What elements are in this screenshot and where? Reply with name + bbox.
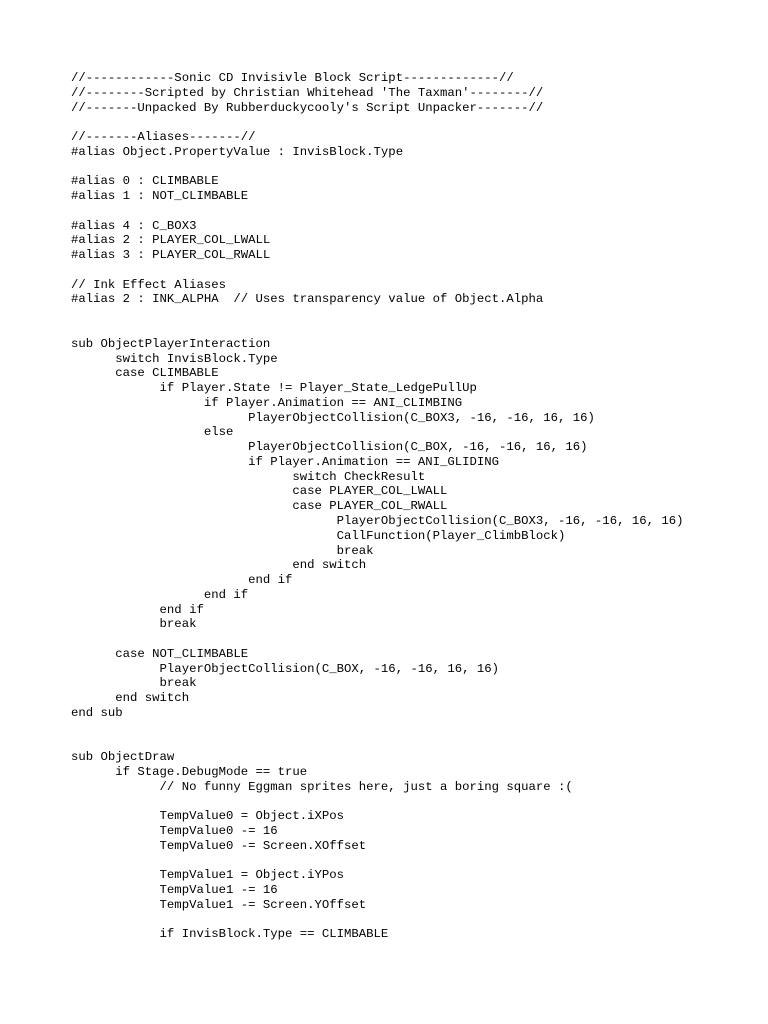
- code-line: case PLAYER_COL_RWALL: [71, 499, 448, 514]
- code-line: if Player.Animation == ANI_GLIDING: [71, 454, 500, 469]
- code-line: #alias 1 : NOT_CLIMBABLE: [71, 189, 249, 204]
- code-line: TempValue1 -= Screen.YOffset: [71, 897, 367, 912]
- code-line: if Stage.DebugMode == true: [71, 764, 308, 779]
- code-line: TempValue0 = Object.iXPos: [71, 809, 345, 824]
- code-line: //--------Scripted by Christian Whitehead 'The Taxman'--------//: [71, 85, 544, 100]
- code-line: [71, 160, 761, 175]
- code-line: end if: [71, 587, 249, 602]
- code-line: [71, 204, 761, 219]
- code-line: TempValue0 -= 16: [71, 824, 278, 839]
- code-line: case CLIMBABLE: [71, 366, 219, 381]
- code-line: #alias 0 : CLIMBABLE: [71, 174, 219, 189]
- code-line: #alias 3 : PLAYER_COL_RWALL: [71, 248, 271, 263]
- code-line: [71, 913, 761, 928]
- code-line: PlayerObjectCollision(C_BOX3, -16, -16, 16, 16): [71, 513, 684, 528]
- code-line: PlayerObjectCollision(C_BOX, -16, -16, 16, 16): [71, 440, 588, 455]
- code-line: switch InvisBlock.Type: [71, 351, 278, 366]
- code-line: [71, 115, 761, 130]
- code-line: sub ObjectDraw: [71, 750, 175, 765]
- code-line: else: [71, 425, 234, 440]
- code-line: PlayerObjectCollision(C_BOX3, -16, -16, 16, 16): [71, 410, 595, 425]
- code-line: TempValue1 -= 16: [71, 883, 278, 898]
- code-line: case PLAYER_COL_LWALL: [71, 484, 448, 499]
- code-line: end switch: [71, 558, 367, 573]
- code-line: // Ink Effect Aliases: [71, 277, 226, 292]
- code-line: sub ObjectPlayerInteraction: [71, 336, 271, 351]
- code-line: //-------Unpacked By Rubberduckycooly's Script Unpacker-------//: [71, 100, 544, 115]
- code-line: #alias 4 : C_BOX3: [71, 218, 197, 233]
- code-line: // No funny Eggman sprites here, just a boring square :(: [71, 779, 573, 794]
- code-line: end sub: [71, 705, 123, 720]
- code-line: switch CheckResult: [71, 469, 426, 484]
- code-line: break: [71, 676, 197, 691]
- code-line: CallFunction(Player_ClimbBlock): [71, 528, 566, 543]
- code-line: if Player.State != Player_State_LedgePullUp: [71, 381, 477, 396]
- code-line: TempValue0 -= Screen.XOffset: [71, 838, 367, 853]
- code-line: PlayerObjectCollision(C_BOX, -16, -16, 16, 16): [71, 661, 500, 676]
- code-line: [71, 854, 761, 869]
- code-line: end switch: [71, 691, 190, 706]
- code-line: #alias Object.PropertyValue : InvisBlock.Type: [71, 144, 404, 159]
- code-line: #alias 2 : INK_ALPHA // Uses transparency value of Object.Alpha: [71, 292, 544, 307]
- code-line: TempValue1 = Object.iYPos: [71, 868, 345, 883]
- code-line: [71, 263, 761, 278]
- code-line: [71, 721, 761, 736]
- code-line: [71, 307, 761, 322]
- code-line: #alias 2 : PLAYER_COL_LWALL: [71, 233, 271, 248]
- code-line: //-------Aliases-------//: [71, 130, 256, 145]
- code-line: [71, 795, 761, 810]
- code-line: [71, 632, 761, 647]
- code-line: break: [71, 617, 197, 632]
- code-line: if Player.Animation == ANI_CLIMBING: [71, 395, 463, 410]
- code-line: //------------Sonic CD Invisivle Block Script-------------//: [71, 71, 514, 85]
- code-line: if InvisBlock.Type == CLIMBABLE: [71, 927, 389, 942]
- code-line: case NOT_CLIMBABLE: [71, 646, 249, 661]
- code-line: [71, 322, 761, 337]
- code-line: end if: [71, 573, 293, 588]
- code-line: end if: [71, 602, 204, 617]
- script-document: [71, 71, 761, 942]
- code-line: break: [71, 543, 374, 558]
- code-line: [71, 735, 761, 750]
